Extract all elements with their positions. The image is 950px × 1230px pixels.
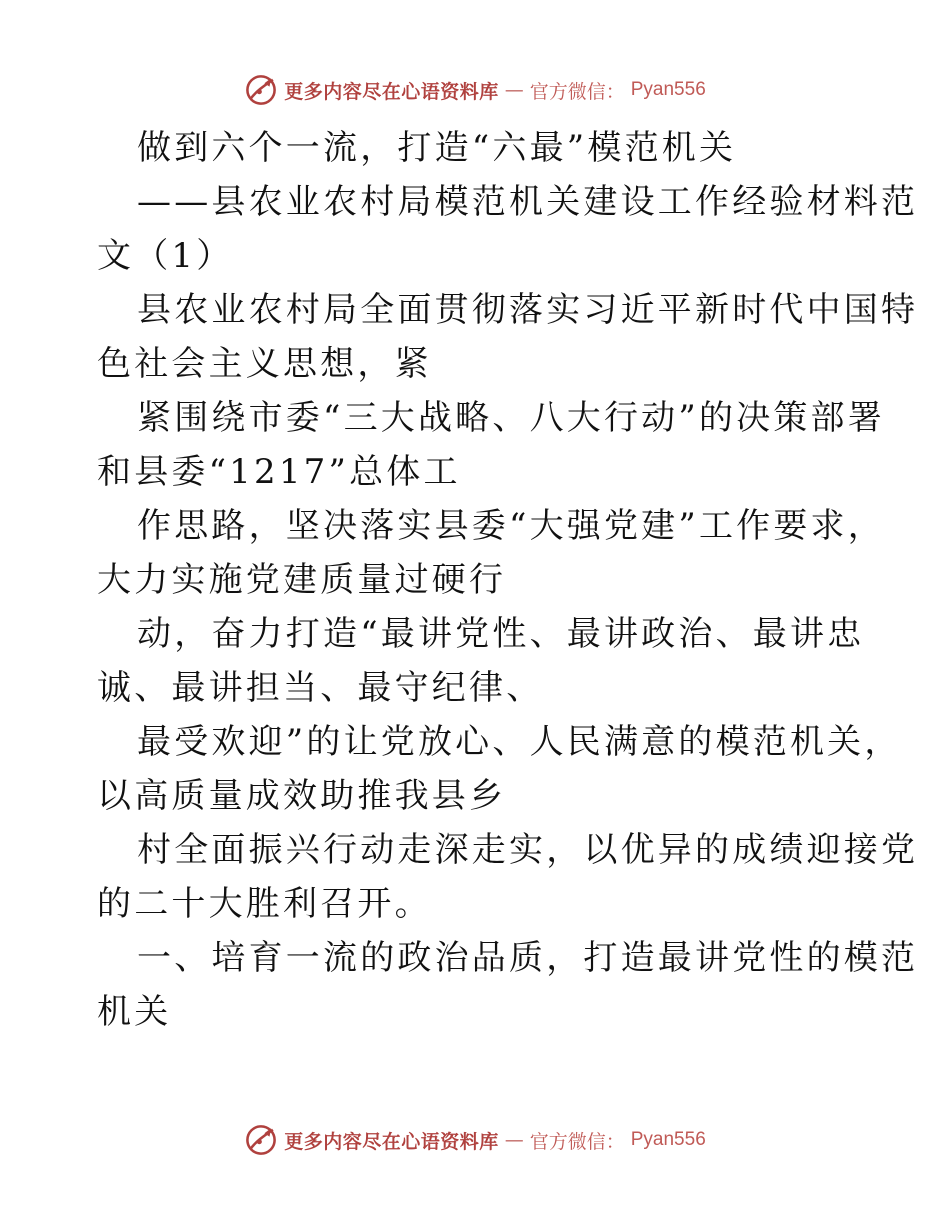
banner-dash: — — [504, 79, 524, 101]
paragraph-line: 以高质量成效助推我县乡 — [97, 776, 507, 816]
header-banner — [0, 72, 950, 108]
paragraph-line: 的二十大胜利召开。 — [97, 884, 432, 924]
paragraph-line: 紧围绕市委“三大战略、八大行动”的决策部署 — [137, 398, 885, 438]
paragraph-line: 大力实施党建质量过硬行 — [97, 560, 507, 600]
paragraph-line: 县农业农村局全面贯彻落实习近平新时代中国特 — [137, 290, 919, 330]
doc-title: 做到六个一流，打造“六最”模范机关 — [137, 128, 737, 168]
banner-site-text: 更多内容尽在心语资料库 — [284, 80, 499, 103]
banner-wechat-label: 官方微信： — [529, 80, 625, 103]
paragraph-line: 诚、最讲担当、最守纪律、 — [97, 668, 544, 708]
banner-site-text: 更多内容尽在心语资料库 — [284, 1130, 499, 1153]
paragraph-line: 色社会主义思想，紧 — [97, 344, 432, 384]
footer-banner — [0, 1122, 950, 1158]
paragraph-line: 作思路，坚决落实县委“大强党建”工作要求， — [137, 506, 885, 546]
banner-dash: — — [504, 1129, 524, 1151]
pen-nib-logo-icon — [244, 1123, 278, 1157]
banner-wechat-label: 官方微信： — [529, 1130, 625, 1153]
paragraph-line: 动，奋力打造“最讲党性、最讲政治、最讲忠 — [137, 614, 865, 654]
paragraph-line: 最受欢迎”的让党放心、人民满意的模范机关， — [137, 722, 902, 762]
document-body — [97, 121, 919, 1039]
pen-nib-logo-icon — [244, 73, 278, 107]
section-heading: 一、培育一流的政治品质，打造最讲党性的模范 — [137, 938, 919, 978]
section-heading-continued: 机关 — [97, 992, 172, 1032]
doc-subtitle-continued: 文（1） — [97, 236, 234, 276]
doc-subtitle: ——县农业农村局模范机关建设工作经验材料范 — [137, 182, 919, 222]
banner-wechat-id: Pyan556 — [630, 79, 706, 100]
paragraph-line: 村全面振兴行动走深走实，以优异的成绩迎接党 — [137, 830, 919, 870]
paragraph-line: 和县委“1217”总体工 — [97, 452, 461, 492]
banner-wechat-id: Pyan556 — [630, 1129, 706, 1150]
